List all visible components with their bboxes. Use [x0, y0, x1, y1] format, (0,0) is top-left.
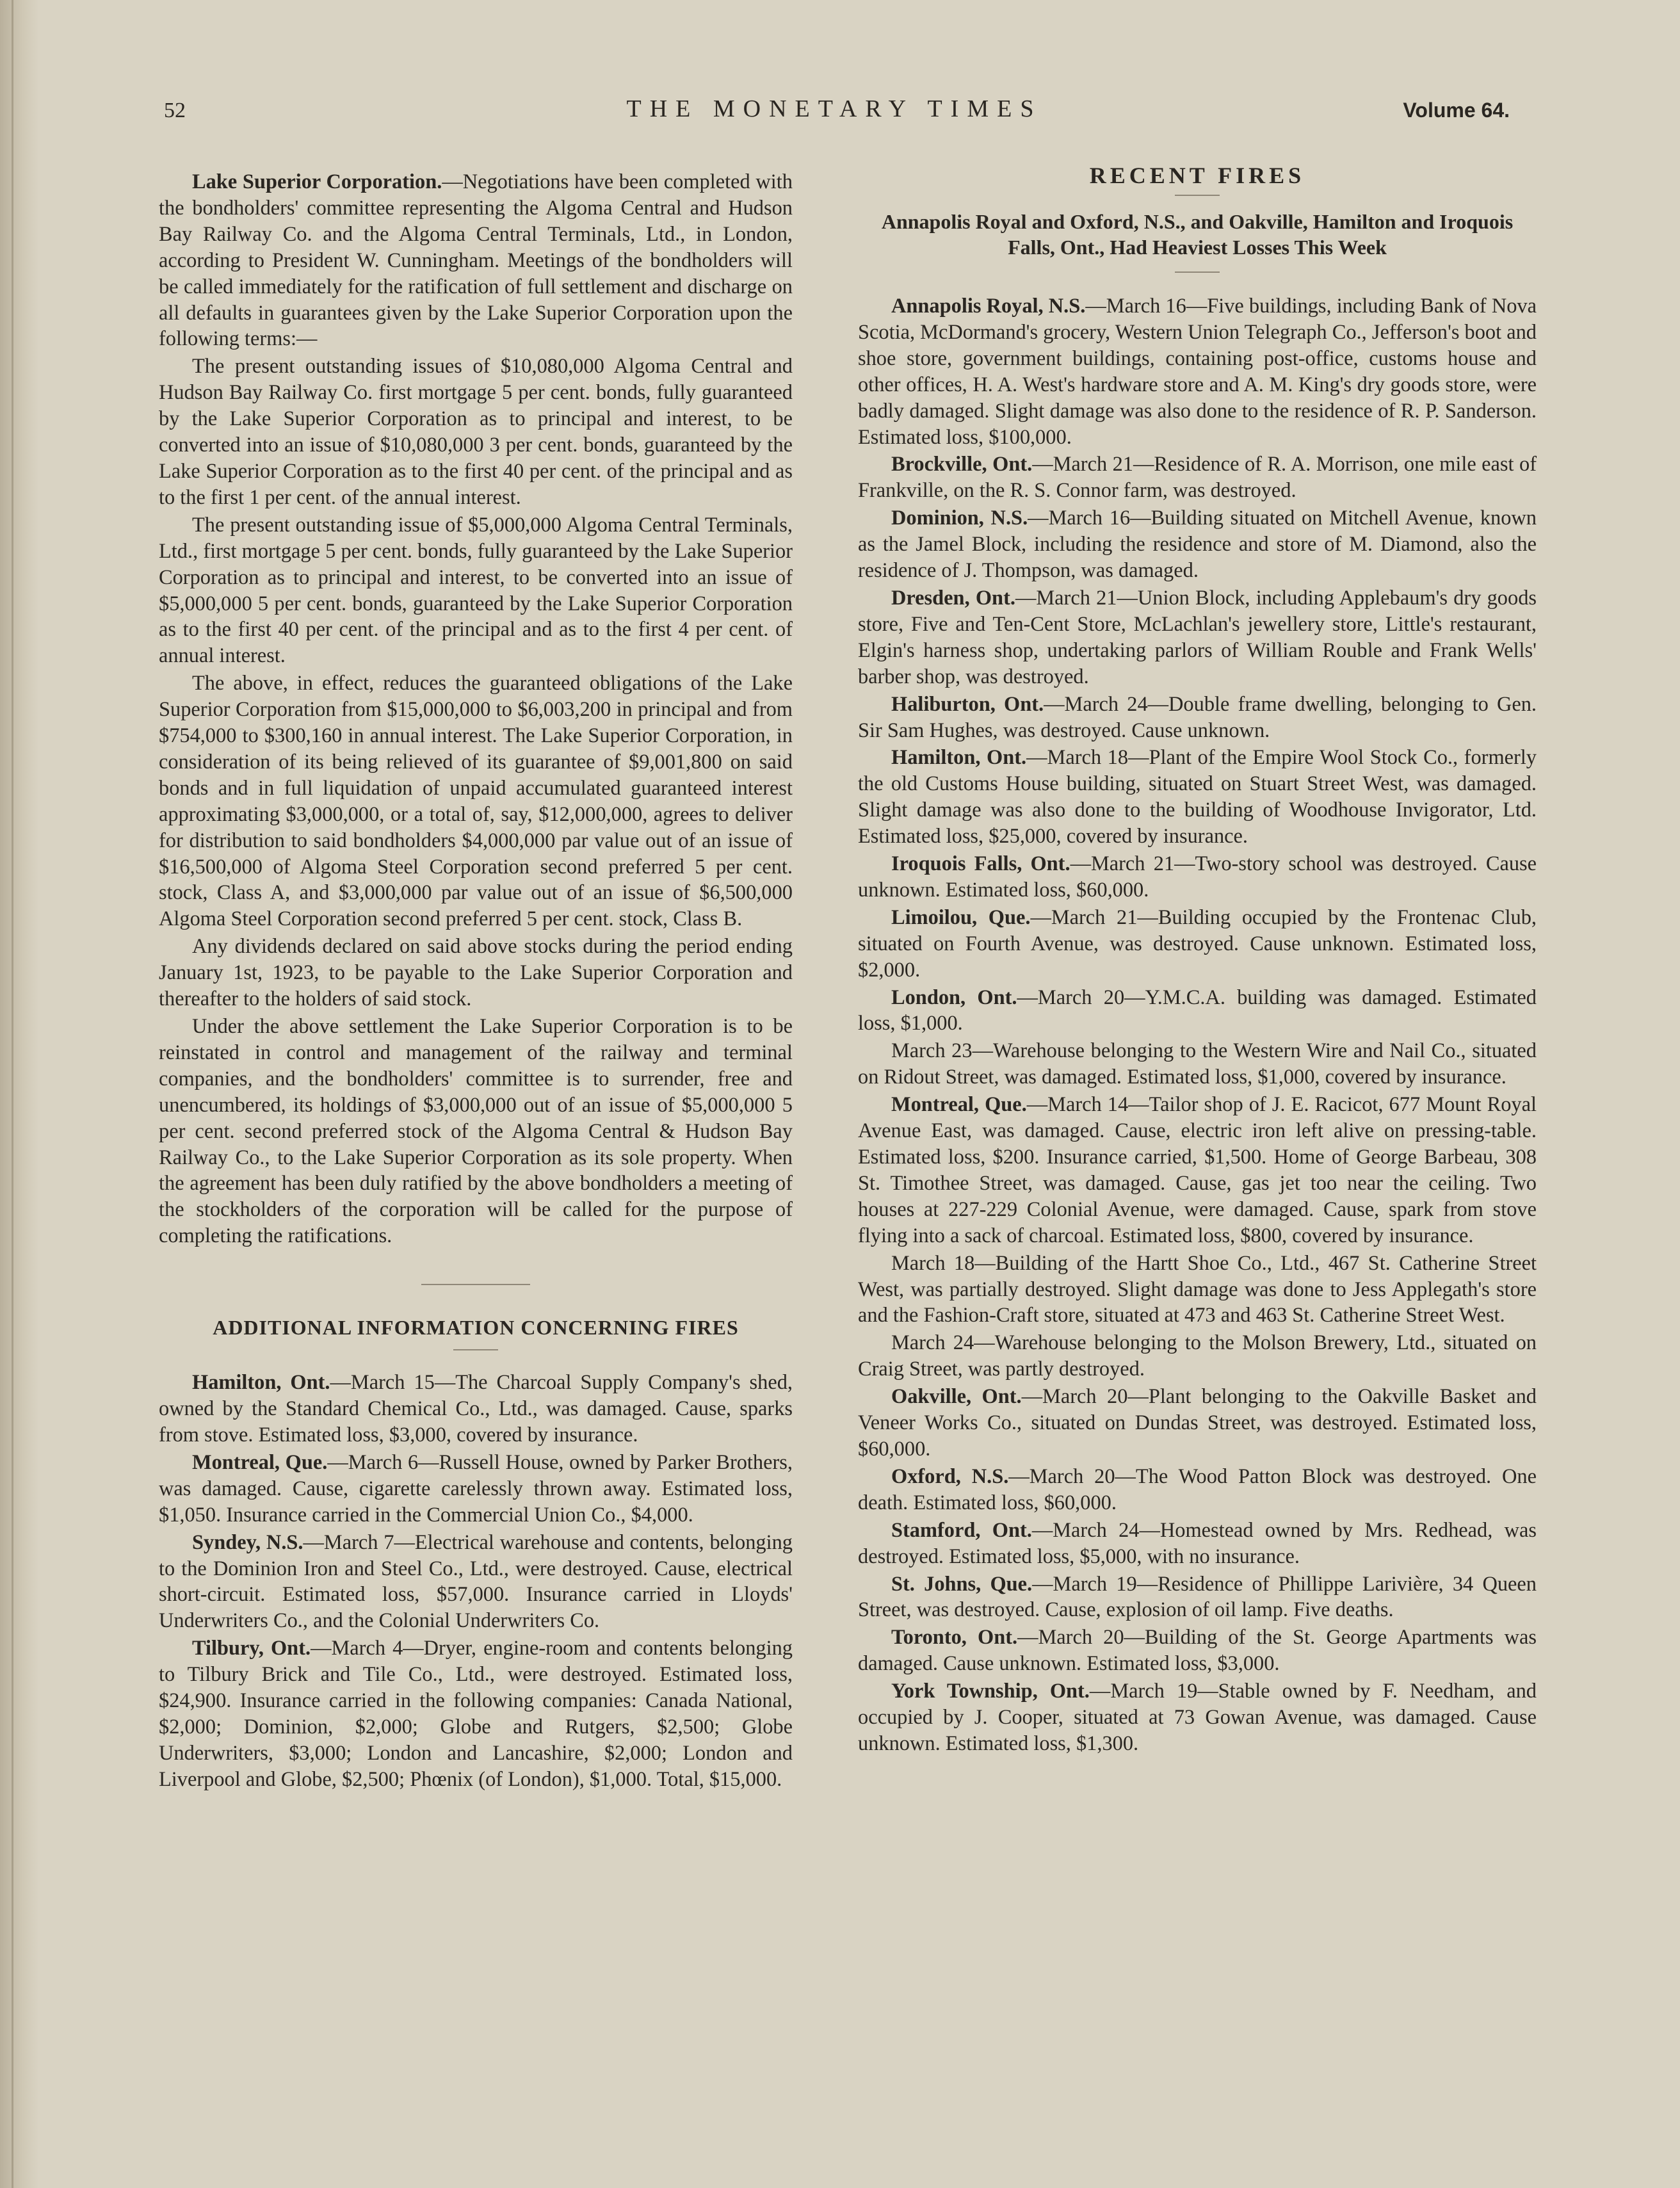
entry-text: —March 20—The Wood Patton Block was destroyed. One death. Estimated loss, $60,000.: [858, 1464, 1537, 1514]
fire-entry: [858, 745, 1537, 850]
entry-place: Iroquois Falls, Ont.: [891, 852, 1070, 876]
entry-place: York Township, Ont.: [891, 1680, 1090, 1703]
subheading-rule: [1175, 271, 1220, 273]
heading-rule: [453, 1349, 498, 1350]
fire-entry: [858, 851, 1537, 904]
article-paragraph: [159, 169, 793, 352]
entry-text: March 24—Warehouse belonging to the Molson Brewery, Ltd., situated on Craig Street, was partly destroyed.: [858, 1331, 1537, 1381]
section-heading: ADDITIONAL INFORMATION CONCERNING FIRES: [213, 1316, 739, 1340]
entry-text: —March 7—Electrical warehouse and contents, belonging to the Dominion Iron and Steel Co., Ltd., were destroyed. Cause, electrical short-circuit. Estimated loss, $57,000. Insurance carried in Lloyds' Underwriters Co., and the Colonial Underwriters Co.: [159, 1530, 793, 1633]
entry-place: St. Johns, Que.: [891, 1572, 1033, 1596]
entry-text: —March 6—Russell House, owned by Parker Brothers, was damaged. Cause, cigarette carelessly thrown away. Estimated loss, $1,050. Insurance carried in the Commercial Union Co., $4,000.: [159, 1450, 793, 1527]
binding-line: [12, 0, 13, 2188]
paragraph-text: The present outstanding issues of $10,080,000 Algoma Central and Hudson Bay Railway Co. first mortgage 5 per cent. bonds, fully guaranteed by the Lake Superior Corporation as to principal and interest, to be converted into an issue of $10,080,000 3 per cent. bonds, guaranteed by the Lake Superior Corporation as to the first 40 per cent. of the principal and as to the first 1 per cent. of the annual interest.: [159, 355, 793, 509]
article-paragraph: [159, 353, 793, 510]
fire-entry: [858, 1571, 1537, 1624]
left-column: [159, 169, 793, 1793]
entry-text: —March 15—The Charcoal Supply Company's shed, owned by the Standard Chemical Co., Ltd., was damaged. Cause, sparks from stove. Estimated loss, $3,000, covered by insurance.: [159, 1371, 793, 1447]
entry-place: Montreal, Que.: [891, 1093, 1027, 1117]
fire-entry: [858, 585, 1537, 690]
fire-entry: [858, 1518, 1537, 1570]
entry-place: Hamilton, Ont.: [891, 746, 1027, 770]
fire-entry: [159, 1370, 793, 1448]
entry-text: —March 16—Five buildings, including Bank of Nova Scotia, McDormand's grocery, Western Union Telegraph Co., Jefferson's boot and shoe store, government buildings, containing post-office, customs house and other offices, H. A. West's hardware store and A. M. King's dry goods store, were badly damaged. Slight damage was also done to the residence of R. P. Sanderson. Estimated loss, $100,000.: [858, 295, 1537, 449]
fire-entry: [858, 692, 1537, 744]
page-spine-shadow: [0, 0, 38, 2188]
paragraph-text: The present outstanding issue of $5,000,000 Algoma Central Terminals, Ltd., first mortgage 5 per cent. bonds, fully guaranteed by the Lake Superior Corporation as to principal and interest, to be converted into an issue of $5,000,000 5 per cent. bonds, guaranteed by the Lake Superior Corporation as to the first 40 per cent. of the principal and as to the first 4 per cent. of annual interest.: [159, 513, 793, 668]
right-column: [858, 163, 1537, 1757]
fire-entry: [858, 985, 1537, 1037]
article-paragraph: [159, 1014, 793, 1249]
fire-entry: [159, 1530, 793, 1635]
section-divider: [421, 1284, 530, 1285]
entry-place: Haliburton, Ont.: [891, 692, 1044, 716]
entry-text: March 18—Building of the Hartt Shoe Co., Ltd., 467 St. Catherine Street West, was partially destroyed. Slight damage was done to Jess Applegath's store and the Fashion-Craft store, situated at 473 and 463 St. Catherine Street West.: [858, 1251, 1537, 1327]
fire-entry: [858, 905, 1537, 984]
running-header: [159, 95, 1510, 133]
entry-text: —March 20—Plant belonging to the Oakville Basket and Veneer Works Co., situated on Dundas Street, was destroyed. Estimated loss, $60,000.: [858, 1385, 1537, 1461]
entry-text: —March 21—Two-story school was destroyed. Cause unknown. Estimated loss, $60,000.: [858, 852, 1537, 902]
entry-place: Stamford, Ont.: [891, 1518, 1032, 1542]
paragraph-text: Under the above settlement the Lake Superior Corporation is to be reinstated in control and management of the railway and terminal companies, and the bondholders' committee is to surrender, free and unencumbered, its holdings of $3,000,000 out of an issue of $5,000,000 5 per cent. second preferred stock of the Algoma Central & Hudson Bay Railway Co., to the Lake Superior Corporation as its sole property. When the agreement has been duly ratified by the above bondholders a meeting of the stockholders of the corporation will be called for the purpose of completing the ratifications.: [159, 1015, 793, 1248]
entry-place: Toronto, Ont.: [891, 1626, 1018, 1649]
lake-superior-article: [159, 169, 793, 1249]
fire-entry: [858, 1038, 1537, 1090]
entry-text: March 23—Warehouse belonging to the Western Wire and Nail Co., situated on Ridout Street, was damaged. Estimated loss, $1,000, covered by insurance.: [858, 1039, 1537, 1089]
fire-entry: [159, 1450, 793, 1528]
entry-place: Brockville, Ont.: [891, 453, 1033, 476]
entry-text: —March 21—Union Block, including Applebaum's dry goods store, Five and Ten-Cent Store, McLachlan's jewellery store, Little's restaurant, Elgin's harness shop, undertaking parlors of William Rouble and Frank Wells' barber shop, was destroyed.: [858, 586, 1537, 688]
fire-entry: [858, 1464, 1537, 1516]
fire-entry: [858, 451, 1537, 504]
entry-text: —March 21—Building occupied by the Frontenac Club, situated on Fourth Avenue, was destroyed. Cause unknown. Estimated loss, $2,000.: [858, 905, 1537, 982]
paragraph-lede: Lake Superior Corporation.: [192, 170, 442, 193]
paragraph-text: The above, in effect, reduces the guaranteed obligations of the Lake Superior Corporation from $15,000,000 to $6,003,200 in principal and from $754,000 to $300,160 in annual interest. The Lake Superior Corporation, in consideration of its being relieved of its guarantee of $9,001,800 on said bonds and in full liquidation of unpaid accumulated guaranteed interest approximating $3,000,000, or a total of, say, $12,000,000, agrees to deliver for distribution to said bondholders $4,000,000 par value out of an issue of $16,500,000 of Algoma Steel Corporation second preferred 5 per cent. stock, Class A, and $3,000,000 par value out of an issue of $6,500,000 Algoma Steel Corporation second preferred 5 per cent. stock, Class B.: [159, 672, 793, 931]
entry-place: Dresden, Ont.: [891, 586, 1015, 610]
fire-entry: [159, 1635, 793, 1792]
entry-text: —March 4—Dryer, engine-room and contents belonging to Tilbury Brick and Tile Co., Ltd., were destroyed. Estimated loss, $24,900. Insurance carried in the following companies: Canada National, $2,000; Dominion, $2,000; Globe and Rutgers, $2,500; Globe Underwriters, $3,000; London and Lancashire, $2,000; London and Liverpool and Globe, $2,500; Phœnix (of London), $1,000. Total, $15,000.: [159, 1637, 793, 1791]
entry-place: Oakville, Ont.: [891, 1385, 1022, 1409]
entry-text: —March 24—Double frame dwelling, belonging to Gen. Sir Sam Hughes, was destroyed. Cause unknown.: [858, 692, 1537, 742]
entry-place: London, Ont.: [891, 985, 1017, 1009]
paragraph-text: —Negotiations have been completed with the bondholders' committee representing the Algoma Central and Hudson Bay Railway Co. and the Algoma Central Terminals, Ltd., in London, according to President W. Cunningham. Meetings of the bondholders will be called immediately for the ratification of full settlement and discharge on all defaults in guarantees given by the Lake Superior Corporation upon the following terms:—: [159, 170, 793, 351]
recent-fires-subheading: Annapolis Royal and Oxford, N.S., and Oakville, Hamilton and Iroquois Falls, Ont., Had Heaviest Losses This Week: [881, 210, 1514, 259]
entry-place: Montreal, Que.: [192, 1450, 328, 1474]
article-paragraph: [159, 512, 793, 669]
entry-text: —March 19—Stable owned by F. Needham, and occupied by J. Cooper, situated at 73 Gowan Avenue, was damaged. Cause unknown. Estimated loss, $1,300.: [858, 1680, 1537, 1755]
fire-entry: [858, 1678, 1537, 1757]
entry-text: —March 14—Tailor shop of J. E. Racicot, 677 Mount Royal Avenue East, was damaged. Cause, electric iron left alive on pressing-table. Estimated loss, $200. Insurance carried, $1,500. Home of George Barbeau, 308 St. Timothee Street, was damaged. Cause, gas jet too near the ceiling. Two houses at 227-229 Colonial Avenue, were damaged. Cause, spark from stove flying into a sack of charcoal. Estimated loss, $800, covered by insurance.: [858, 1093, 1537, 1247]
entry-place: Tilbury, Ont.: [192, 1637, 311, 1660]
additional-fires-section: [159, 1315, 793, 1793]
entry-text: —March 18—Plant of the Empire Wool Stock Co., formerly the old Customs House building, situated on Stuart Street West, was damaged. Slight damage was also done to the building of Woodhouse Invigorator, Ltd. Estimated loss, $25,000, covered by insurance.: [858, 746, 1537, 848]
fire-entry: [858, 1330, 1537, 1382]
recent-fires-heading: RECENT FIRES: [1089, 163, 1305, 188]
entry-place: Oxford, N.S.: [891, 1464, 1009, 1488]
entry-text: —March 16—Building situated on Mitchell Avenue, known as the Jamel Block, including the residence and store of M. Diamond, also the residence of J. Thompson, was damaged.: [858, 506, 1537, 583]
paragraph-text: Any dividends declared on said above stocks during the period ending January 1st, 1923, to be payable to the Lake Superior Corporation and thereafter to the holders of said stock.: [159, 935, 793, 1011]
entry-text: —March 20—Y.M.C.A. building was damaged. Estimated loss, $1,000.: [858, 985, 1537, 1035]
article-paragraph: [159, 934, 793, 1012]
article-paragraph: [159, 670, 793, 932]
fire-entry: [858, 505, 1537, 584]
volume-label: Volume 64.: [1403, 99, 1510, 122]
fire-entry: [858, 1092, 1537, 1249]
entry-text: —March 21—Residence of R. A. Morrison, one mile east of Frankville, on the R. S. Connor farm, was destroyed.: [858, 453, 1537, 503]
entry-place: Dominion, N.S.: [891, 506, 1028, 530]
fire-entry: [858, 1251, 1537, 1329]
entry-place: Annapolis Royal, N.S.: [891, 295, 1086, 318]
publication-title: THE MONETARY TIMES: [626, 95, 1042, 122]
entry-text: —March 19—Residence of Phillippe Larivière, 34 Queen Street, was destroyed. Cause, explosion of oil lamp. Five deaths.: [858, 1572, 1537, 1622]
heading-rule: [1175, 195, 1220, 196]
fire-entry: [858, 293, 1537, 450]
page-number: 52: [164, 99, 186, 122]
entry-text: —March 20—Building of the St. George Apartments was damaged. Cause unknown. Estimated loss, $3,000.: [858, 1626, 1537, 1676]
entry-place: Limoilou, Que.: [891, 905, 1031, 929]
fire-entry: [858, 1625, 1537, 1677]
entry-text: —March 24—Homestead owned by Mrs. Redhead, was destroyed. Estimated loss, $5,000, with no insurance.: [858, 1518, 1537, 1568]
entry-place: Syndey, N.S.: [192, 1530, 303, 1554]
fire-entry: [858, 1384, 1537, 1463]
entry-place: Hamilton, Ont.: [192, 1371, 330, 1395]
